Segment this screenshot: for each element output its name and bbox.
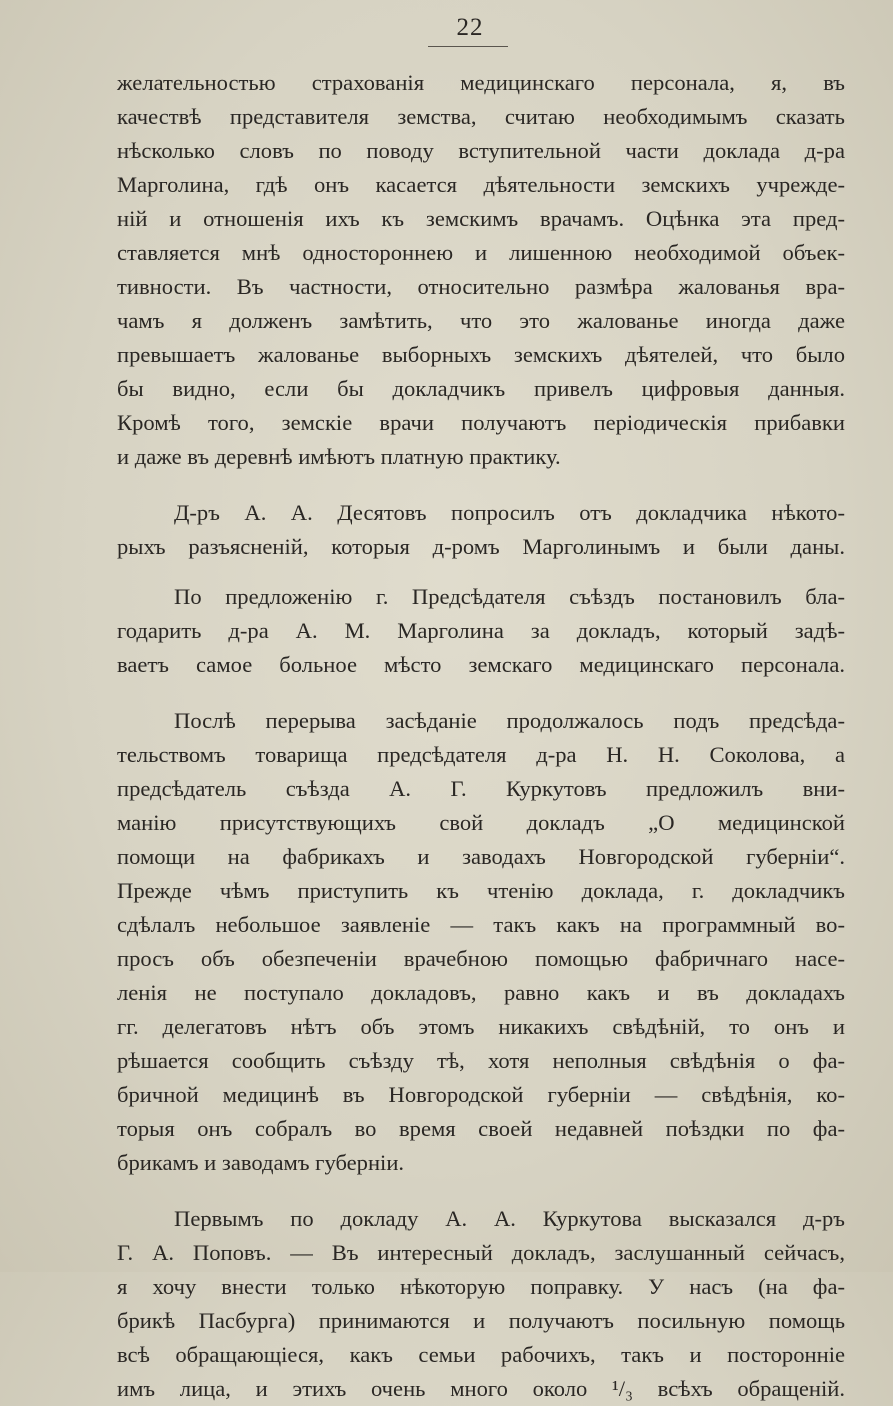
text-line: сдѣлалъ небольшое заявленіе — такъ какъ на программный во- xyxy=(117,912,845,937)
text-line: бричной медицинѣ въ Новгородской губерніи — свѣдѣнія, ко- xyxy=(117,1082,845,1107)
text-line: рыхъ разъясненій, которыя д-ромъ Марголинымъ и были даны. xyxy=(117,534,845,559)
text-line: По предложенію г. Предсѣдателя съѣздъ постановилъ бла- xyxy=(174,584,845,609)
text-line: имъ лица, и этихъ очень много около ¹/₃ всѣхъ обращеній. xyxy=(117,1376,845,1401)
paragraph xyxy=(117,1202,845,1406)
paragraph xyxy=(117,580,845,682)
body-text xyxy=(117,66,845,1406)
text-line: помощи на фабрикахъ и заводахъ Новгородской губерніи“. xyxy=(117,844,845,869)
text-line: предсѣдатель съѣзда А. Г. Куркутовъ предложилъ вни- xyxy=(117,776,845,801)
text-line: я хочу внести только нѣкоторую поправку. У насъ (на фа- xyxy=(117,1274,845,1299)
text-line: Марголина, гдѣ онъ касается дѣятельности земскихъ учрежде- xyxy=(117,172,845,197)
text-line: нѣсколько словъ по поводу вступительной части доклада д-ра xyxy=(117,138,845,163)
text-line: качествѣ представителя земства, считаю необходимымъ сказать xyxy=(117,104,845,129)
paragraph xyxy=(117,66,845,474)
text-line: Первымъ по докладу А. А. Куркутова высказался д-ръ xyxy=(174,1206,845,1231)
paragraph xyxy=(117,496,845,564)
text-line: Кромѣ того, земскіе врачи получаютъ періодическія прибавки xyxy=(117,410,845,435)
text-line: Послѣ перерыва засѣданіе продолжалось подъ предсѣда- xyxy=(174,708,845,733)
text-line: рѣшается сообщить съѣзду тѣ, хотя неполныя свѣдѣнія о фа- xyxy=(117,1048,845,1073)
text-line: торыя онъ собралъ во время своей недавней поѣздки по фа- xyxy=(117,1116,845,1141)
text-line: всѣ обращающіеся, какъ семьи рабочихъ, такъ и посторонніе xyxy=(117,1342,845,1367)
text-line: ставляется мнѣ одностороннею и лишенною необходимой объек- xyxy=(117,240,845,265)
text-line: брикамъ и заводамъ губерніи. xyxy=(117,1150,405,1175)
text-line: тельствомъ товарища предсѣдателя д-ра Н. Н. Соколова, а xyxy=(117,742,845,767)
text-line: тивности. Въ частности, относительно размѣра жалованья вра- xyxy=(117,274,845,299)
text-line: чамъ я долженъ замѣтить, что это жалованье иногда даже xyxy=(117,308,845,333)
text-line: желательностью страхованія медицинскаго персонала, я, въ xyxy=(117,70,845,95)
text-line: Прежде чѣмъ приступить къ чтенію доклада, г. докладчикъ xyxy=(117,878,845,903)
text-line: Д-ръ А. А. Десятовъ попросилъ отъ докладчика нѣкото- xyxy=(174,500,845,525)
text-line: Г. А. Поповъ. — Въ интересный докладъ, заслушанный сейчасъ, xyxy=(117,1240,845,1265)
page-number-rule xyxy=(428,46,508,47)
text-line: и даже въ деревнѣ имѣютъ платную практику. xyxy=(117,444,561,469)
text-line: бы видно, если бы докладчикъ привелъ цифровыя данныя. xyxy=(117,376,845,401)
text-line: гг. делегатовъ нѣтъ объ этомъ никакихъ свѣдѣній, то онъ и xyxy=(117,1014,845,1039)
text-line: манію присутствующихъ свой докладъ „О медицинской xyxy=(117,810,845,835)
text-line: просъ объ обезпеченіи врачебною помощью фабричнаго насе- xyxy=(117,946,845,971)
text-line: брикѣ Пасбурга) принимаются и получаютъ посильную помощь xyxy=(117,1308,845,1333)
text-line: ній и отношенія ихъ къ земскимъ врачамъ. Оцѣнка эта пред- xyxy=(117,206,845,231)
text-line: превышаетъ жалованье выборныхъ земскихъ дѣятелей, что было xyxy=(117,342,845,367)
text-line: годарить д-ра А. М. Марголина за докладъ, который задѣ- xyxy=(117,618,845,643)
text-line: ваетъ самое больное мѣсто земскаго медицинскаго персонала. xyxy=(117,652,845,677)
page-number: 22 xyxy=(456,14,484,41)
paragraph xyxy=(117,704,845,1180)
text-line: ленія не поступало докладовъ, равно какъ и въ докладахъ xyxy=(117,980,845,1005)
